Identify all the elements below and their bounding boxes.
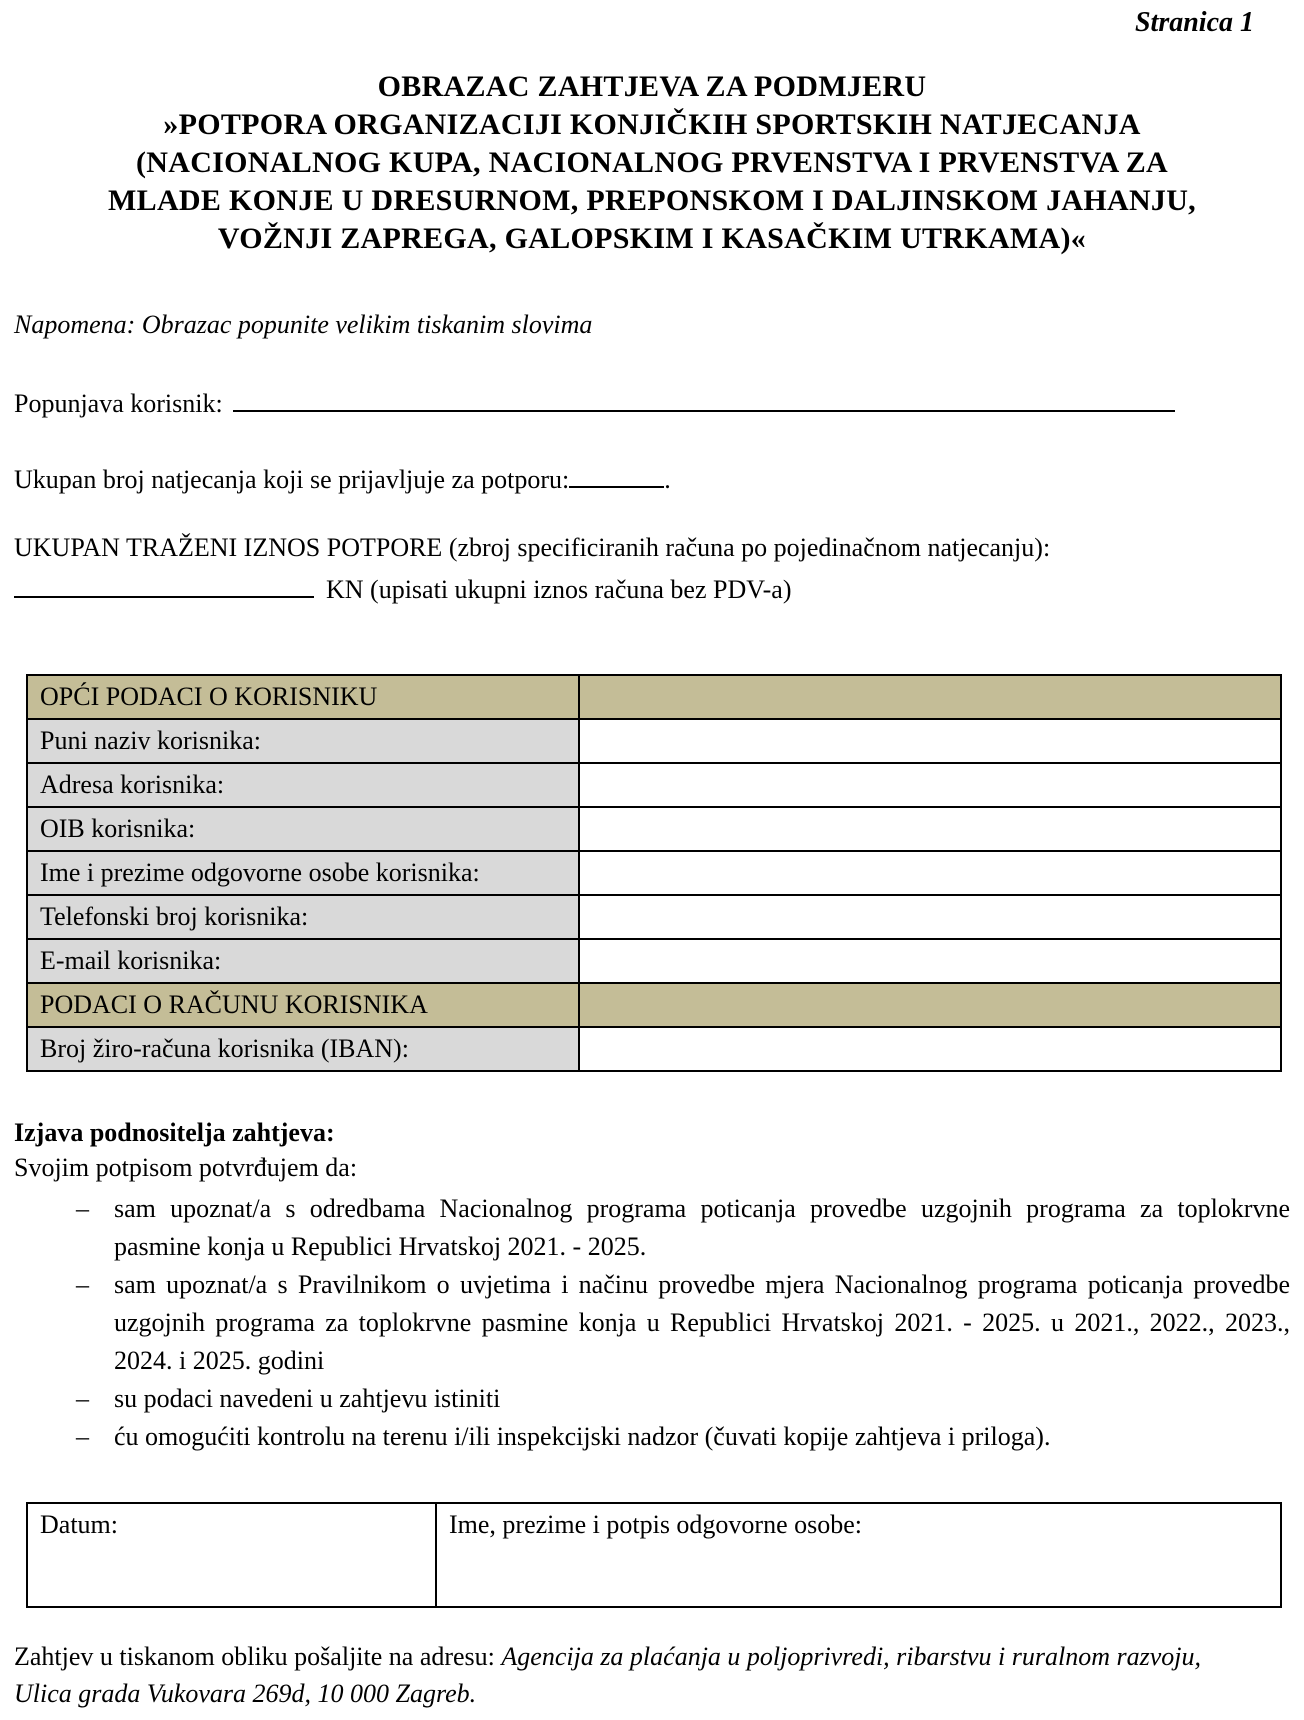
mailing-instructions bbox=[14, 1638, 1290, 1712]
oib-value-cell[interactable] bbox=[579, 807, 1281, 851]
phone-label: Telefonski broj korisnika: bbox=[27, 895, 579, 939]
competitions-line bbox=[14, 458, 1290, 498]
declaration-item-text: sam upoznat/a s Pravilnikom o uvjetima i načinu provedbe mjera Nacionalnog programa poticanja provedbe uzgojnih programa za toplokrvne pasmine konja u Republici Hrvatskoj 2021. - 2025. u 2021., 2022., 2023., 2024. i 2025. godini bbox=[114, 1270, 1290, 1375]
page-number: Stranica 1 bbox=[1134, 7, 1254, 38]
declaration-item bbox=[76, 1190, 1290, 1266]
section-row-account-data bbox=[27, 983, 1281, 1027]
amount-unit-note: KN (upisati ukupni iznos računa bez PDV-a) bbox=[326, 575, 792, 604]
declaration-intro: Svojim potpisom potvrđujem da: bbox=[14, 1153, 358, 1182]
phone-value-cell[interactable] bbox=[579, 895, 1281, 939]
dash-bullet: – bbox=[76, 1194, 89, 1223]
section-header-spacer-cell bbox=[579, 983, 1281, 1027]
address-label: Adresa korisnika: bbox=[27, 763, 579, 807]
field-row-oib bbox=[27, 807, 1281, 851]
declaration-item bbox=[76, 1380, 1290, 1418]
declaration-item-text: sam upoznat/a s odredbama Nacionalnog programa poticanja provedbe uzgojnih programa za toplokrvne pasmine konja u Republici Hrvatskoj 2021. - 2025. bbox=[114, 1194, 1290, 1261]
amount-blank-line[interactable] bbox=[14, 568, 314, 598]
iban-value-cell[interactable] bbox=[579, 1027, 1281, 1071]
declaration-item-text: su podaci navedeni u zahtjevu istiniti bbox=[114, 1384, 501, 1413]
competitions-blank-line[interactable] bbox=[569, 458, 664, 488]
declaration-heading: Izjava podnositelja zahtjeva: bbox=[14, 1118, 335, 1147]
mailing-instructions-line2: Ulica grada Vukovara 269d, 10 000 Zagreb. bbox=[14, 1679, 477, 1708]
filled-by-blank-line[interactable] bbox=[233, 382, 1175, 412]
declaration-item bbox=[76, 1266, 1290, 1380]
dash-bullet: – bbox=[76, 1270, 89, 1299]
address-value-cell[interactable] bbox=[579, 763, 1281, 807]
section-header-spacer-cell bbox=[579, 675, 1281, 719]
field-row-address bbox=[27, 763, 1281, 807]
competitions-suffix: . bbox=[664, 465, 671, 494]
form-title-line: (NACIONALNOG KUPA, NACIONALNOG PRVENSTVA I PRVENSTVA ZA bbox=[135, 146, 1169, 179]
amount-block bbox=[14, 528, 1290, 610]
mailing-prefix: Zahtjev u tiskanom obliku pošaljite na adresu: bbox=[14, 1642, 502, 1671]
form-title-line: OBRAZAC ZAHTJEVA ZA PODMJERU bbox=[377, 70, 927, 103]
date-cell[interactable] bbox=[27, 1503, 436, 1607]
field-row-full-name bbox=[27, 719, 1281, 763]
iban-label: Broj žiro-računa korisnika (IBAN): bbox=[27, 1027, 579, 1071]
declaration-item-text: ću omogućiti kontrolu na terenu i/ili inspekcijski nadzor (čuvati kopije zahtjeva i priloga). bbox=[114, 1422, 1051, 1451]
declaration-list bbox=[14, 1190, 1290, 1456]
amount-label: UKUPAN TRAŽENI IZNOS POTPORE (zbroj specificiranih računa po pojedinačnom natjecanju): bbox=[14, 533, 1051, 562]
responsible-person-label: Ime i prezime odgovorne osobe korisnika: bbox=[27, 851, 579, 895]
declaration-item bbox=[76, 1418, 1290, 1456]
field-row-email bbox=[27, 939, 1281, 983]
form-title bbox=[14, 68, 1290, 258]
date-label: Datum: bbox=[40, 1510, 118, 1539]
filled-by-label: Popunjava korisnik: bbox=[14, 389, 223, 418]
form-title-line: »POTPORA ORGANIZACIJI KONJIČKIH SPORTSKIH NATJECANJA bbox=[163, 108, 1141, 141]
competitions-label: Ukupan broj natjecanja koji se prijavljuje za potporu: bbox=[14, 465, 570, 494]
beneficiary-info-table bbox=[26, 674, 1282, 1072]
dash-bullet: – bbox=[76, 1422, 89, 1451]
note-text: Napomena: Obrazac popunite velikim tiskanim slovima bbox=[14, 310, 593, 339]
section-header-account-data: PODACI O RAČUNU KORISNIKA bbox=[27, 983, 579, 1027]
signature-label: Ime, prezime i potpis odgovorne osobe: bbox=[449, 1510, 863, 1539]
email-label: E-mail korisnika: bbox=[27, 939, 579, 983]
section-header-general-data: OPĆI PODACI O KORISNIKU bbox=[27, 675, 579, 719]
full-name-label: Puni naziv korisnika: bbox=[27, 719, 579, 763]
form-title-line: MLADE KONJE U DRESURNOM, PREPONSKOM I DALJINSKOM JAHANJU, bbox=[108, 184, 1196, 217]
responsible-person-value-cell[interactable] bbox=[579, 851, 1281, 895]
mailing-instructions-line1 bbox=[14, 1638, 1290, 1675]
full-name-value-cell[interactable] bbox=[579, 719, 1281, 763]
email-value-cell[interactable] bbox=[579, 939, 1281, 983]
filled-by-line bbox=[14, 382, 1290, 422]
form-title-line: VOŽNJI ZAPREGA, GALOPSKIM I KASAČKIM UTRKAMA)« bbox=[217, 222, 1087, 255]
oib-label: OIB korisnika: bbox=[27, 807, 579, 851]
field-row-phone bbox=[27, 895, 1281, 939]
amount-line bbox=[14, 568, 1290, 610]
field-row-responsible-person bbox=[27, 851, 1281, 895]
signature-table bbox=[26, 1502, 1282, 1608]
dash-bullet: – bbox=[76, 1384, 89, 1413]
agency-name: Agencija za plaćanja u poljoprivredi, ribarstvu i ruralnom razvoju, bbox=[501, 1642, 1201, 1671]
signature-cell[interactable] bbox=[436, 1503, 1281, 1607]
field-row-iban bbox=[27, 1027, 1281, 1071]
section-row-general-data bbox=[27, 675, 1281, 719]
